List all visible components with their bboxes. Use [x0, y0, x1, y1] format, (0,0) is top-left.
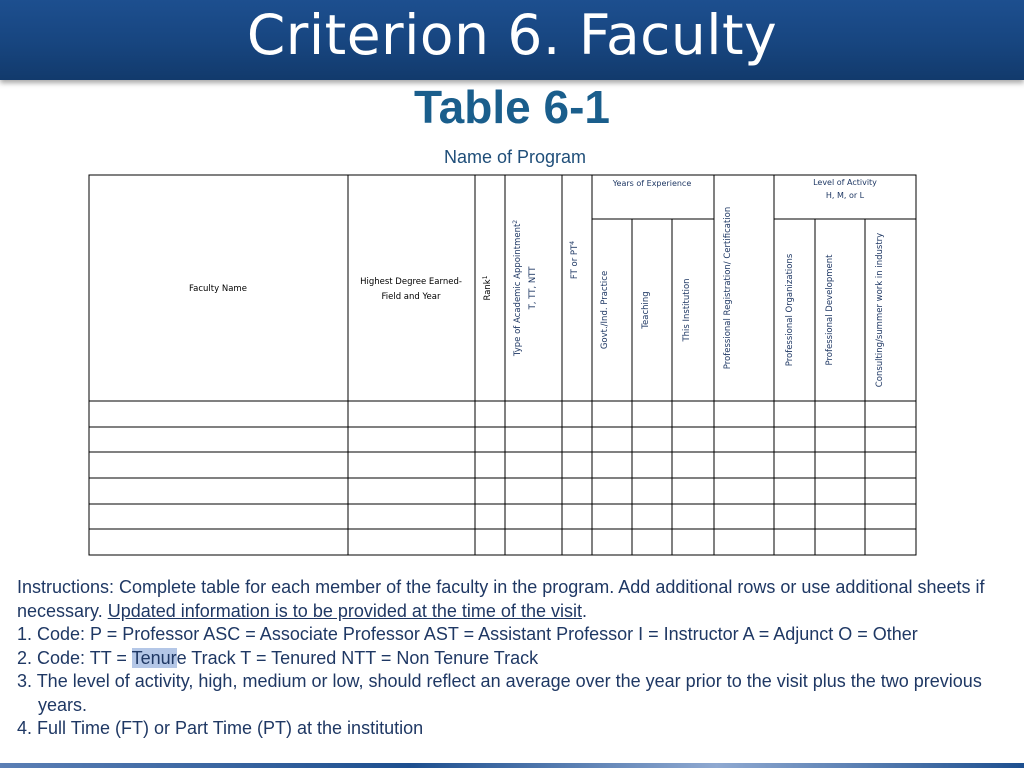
col-degree-line2: Field and Year — [381, 292, 441, 302]
program-name: Name of Program — [443, 147, 587, 167]
col-degree-line1: Highest Degree Earned- — [360, 277, 462, 287]
col-consulting: Consulting/summer work in industry — [875, 232, 885, 388]
col-registration: Professional Registration/ Certification — [723, 206, 733, 370]
instructions-item-2 — [17, 647, 1017, 671]
slide-title: Criterion 6. Faculty — [246, 3, 778, 67]
item2-text-a: 2. Code: TT = — [17, 647, 132, 668]
col-this-institution: This Institution — [682, 278, 692, 342]
table-title: Table 6-1 — [414, 81, 610, 133]
col-govt-practice: Govt./Ind. Practice — [600, 270, 610, 350]
footer-bar — [0, 763, 1024, 768]
col-teaching: Teaching — [641, 291, 651, 329]
group-activity-line2: H, M, or L — [825, 191, 865, 200]
instructions-intro-text: Instructions: Complete table for each member of the faculty in the program. Add additional rows or use additional sheets if necessary. — [17, 577, 985, 621]
instructions-item-4: 4. Full Time (FT) or Part Time (PT) at the institution — [17, 718, 424, 738]
instructions-intro-end: . — [581, 600, 587, 621]
instructions-intro-underlined: Updated information is to be provided at the time of the visit — [107, 600, 582, 621]
col-prof-development: Professional Development — [825, 254, 835, 366]
col-appointment-line1: Type of Academic Appointment$^2$ — [512, 219, 523, 357]
instructions-item-3: 3. The level of activity, high, medium or low, should reflect an average over the year prior to the visit plus the two previous years. — [17, 671, 982, 715]
col-faculty-name: Faculty Name — [189, 284, 247, 294]
group-activity-line1: Level of Activity — [813, 178, 877, 187]
instructions-intro — [17, 576, 1017, 623]
group-years-experience: Years of Experience — [612, 179, 692, 188]
col-ft-pt: FT or $PT^4$ — [569, 240, 580, 280]
item2-text-b: e Track T = Tenured NTT = Non Tenure Track — [176, 647, 539, 668]
col-rank: Rank$^1$ — [482, 275, 493, 301]
item2-highlighted-text: Tenur — [131, 647, 177, 668]
col-appointment-line2: T, TT, NTT — [528, 266, 538, 310]
col-prof-organizations: Professional Organizations — [785, 253, 795, 367]
instructions-item-1: 1. Code: P = Professor ASC = Associate Professor AST = Assistant Professor I = Instructor A = Adjunct O = Other — [17, 624, 918, 644]
instructions — [17, 576, 1017, 741]
